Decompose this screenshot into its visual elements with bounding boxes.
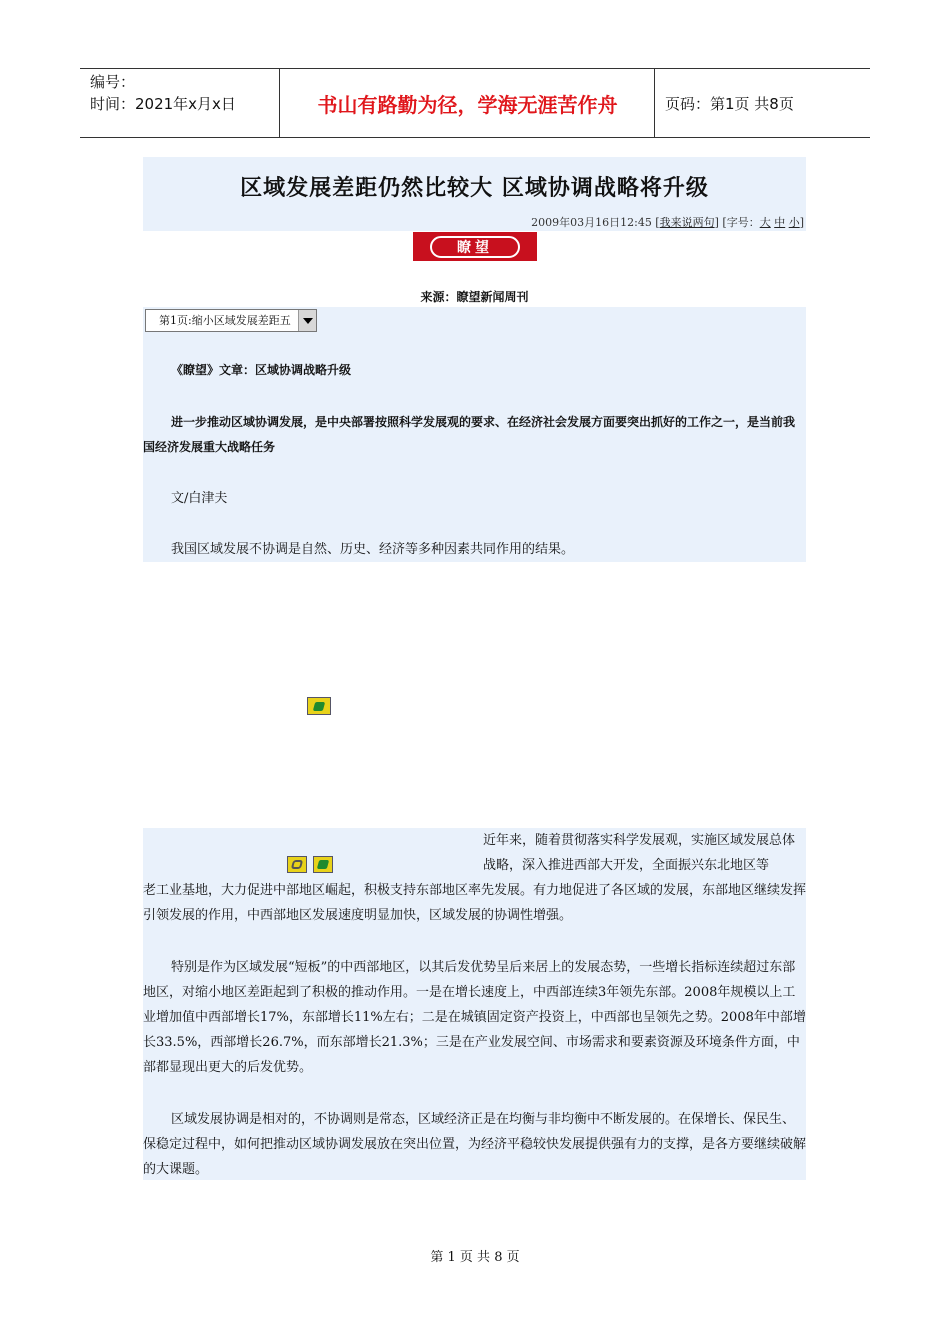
font-size-medium-link[interactable]: 中: [774, 216, 786, 229]
article-title: 区域发展差距仍然比较大 区域协调战略将升级: [240, 176, 709, 201]
page-footer: 第 1 页 共 8 页: [430, 1250, 520, 1265]
paragraph-3: 区域发展协调是相对的，不协调则是常态，区域经济正是在均衡与非均衡中不断发展的。在保增长、保民生、保稳定过程中，如何把推动区域协调发展放在突出位置，为经济平稳较快发展提供强有力的支撑，是各方要继续破解的大课题。: [143, 1112, 807, 1177]
paragraph-2: 特别是作为区域发展“短板”的中西部地区，以其后发优势呈后来居上的发展态势，一些增长指标连续超过东部地区，对缩小地区差距起到了积极的推动作用。一是在增长速度上，中西部连续3年领先东部。2008年规模以上工业增加值中西部增长17%，东部增长11%左右；二是在城镇固定资产投资上，中西部也呈领先之势。2008年中部增长33.5%，西部增长26.7%，而东部增长21.3%；三是在产业发展空间、市场需求和要素资源及环境条件方面，中部都显现出更大的后发优势。: [143, 960, 806, 1075]
intro-section: [143, 307, 806, 562]
logo-text: 瞭望: [430, 236, 520, 258]
font-size-label: ] [字号：: [714, 216, 760, 229]
print-icon[interactable]: [287, 856, 307, 873]
time-label: 时间：2021年x月x日: [90, 95, 236, 113]
body-section: [143, 828, 806, 1180]
article-author: 文/白津夫: [171, 491, 228, 506]
meta-close: ]: [799, 216, 804, 229]
header-info-cell: [80, 69, 280, 137]
article-subtitle: 《瞭望》文章：区域协调战略升级: [171, 363, 352, 377]
article-lead: 进一步推动区域协调发展，是中央部署按照科学发展观的要求、在经济社会发展方面要突出抓好的工作之一，是当前我国经济发展重大战略任务: [143, 415, 796, 454]
motto-text: 书山有路勤为径，学海无涯苦作舟: [281, 69, 655, 137]
forward-icon[interactable]: [313, 856, 333, 873]
liaowang-logo: [413, 232, 537, 261]
green-arrow-icon: [313, 702, 325, 711]
next-arrow-icon[interactable]: [307, 697, 331, 715]
page-select-value: 第1页:缩小区域发展差距五: [159, 314, 291, 327]
chevron-down-icon[interactable]: [298, 310, 316, 331]
font-size-large-link[interactable]: 大: [759, 216, 771, 229]
print-glyph-icon: [291, 860, 303, 869]
paragraph-1-rest: 老工业基地，大力促进中部地区崛起，积极支持东部地区率先发展。有力地促进了各区域的发展，东部地区继续发挥引领发展的作用，中西部地区发展速度明显加快，区域发展的协调性增强。: [143, 883, 807, 923]
font-size-small-link[interactable]: 小: [788, 216, 800, 229]
article-title-box: [143, 157, 806, 231]
article-meta: [531, 214, 804, 230]
forward-glyph-icon: [317, 860, 329, 869]
article-date: 2009年03月16日12:45 [: [531, 216, 660, 229]
page-info: 页码：第1页 共8页: [665, 94, 794, 113]
paragraph-1-float: 近年来，随着贯彻落实科学发展观，实施区域发展总体战略，深入推进西部大开发，全面振兴东北地区等: [483, 833, 796, 873]
page-select[interactable]: [145, 309, 317, 332]
comment-link[interactable]: 我来说两句: [659, 216, 715, 229]
article-source: 来源：瞭望新闻周刊: [420, 290, 529, 304]
intro-paragraph: 我国区域发展不协调是自然、历史、经济等多种因素共同作用的结果。: [171, 542, 575, 557]
page-header-table: [80, 68, 870, 138]
number-label: 编号：: [90, 73, 136, 91]
